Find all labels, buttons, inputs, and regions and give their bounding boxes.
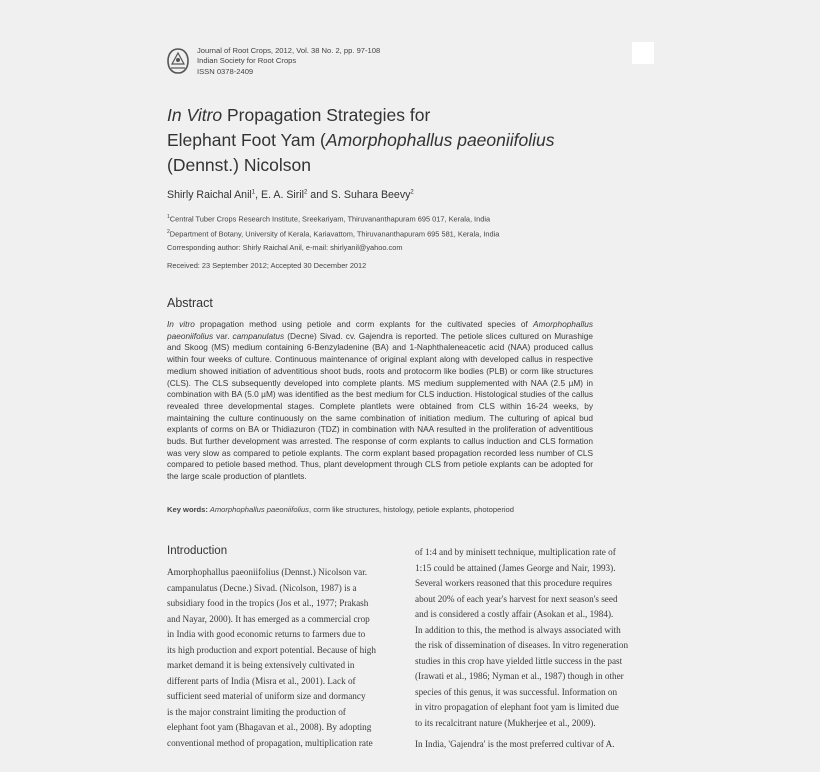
text-line: sufficient seed material of uniform size and dormancy [167,691,366,701]
keywords [167,505,514,514]
text-line: campanulatus (Decne.) Sivad. (Nicolson, 1987) is a [167,582,357,593]
text-line: subsidiary food in the tropics (Jos et al., 1977; Prakash [167,598,369,608]
corner-box [632,42,654,64]
abstract-italic-3: campanulatus [232,330,285,341]
abstract-italic-1: In vitro [167,319,195,329]
author-2: , E. A. Siril [255,189,305,201]
text-line: about 20% of each year's harvest for next season's seed [415,593,618,604]
text-line: is the major constraint limiting the production of [167,706,346,717]
keywords-rest: , corm like structures, histology, petiole explants, photoperiod [308,505,514,514]
corresponding-author: Corresponding author: Shirly Raichal Anil, e-mail: shirlyanil@yahoo.com [167,243,403,252]
affiliation-2-sup: 2 [167,229,170,235]
author-2-sup: 2 [304,189,308,196]
received-dates: Received: 23 September 2012; Accepted 30 December 2012 [167,261,367,270]
keywords-label: Key words: [167,505,208,514]
text-line: In addition to this, the method is always associated with [415,624,621,635]
text-line: 1:15 could be attained (James George and Nair, 1993). [415,562,616,573]
text-line: In India, 'Gajendra' is the most preferred cultivar of A. [415,739,615,749]
affiliation-1 [167,214,490,223]
abstract-text-1: propagation method using petiole and corm explants for the cultivated species of [194,319,534,329]
text-line: in vitro propagation of elephant foot yam is limited due [415,702,619,712]
text-line: and is considered a costly affair (Asokan et al., 1984). [415,609,614,619]
introduction-heading: Introduction [167,545,228,557]
text-line: different parts of India (Misra et al., 2001). Lack of [167,675,356,686]
abstract-italic-2: Amorphophallus paeoniifolius [167,319,593,341]
text-line: Amorphophallus paeoniifolius (Dennst.) Nicolson var. [167,567,368,577]
affiliation-1-sup: 1 [167,214,170,220]
author-1: Shirly Raichal Anil [167,189,252,201]
text-line: of 1:4 and by minisett technique, multiplication rate of [415,547,616,557]
journal-society: Indian Society for Root Crops [197,56,297,66]
affiliation-2 [167,229,499,238]
text-line: (Irawati et al., 1986; Nyman et al., 1987) though in other [415,671,624,681]
text-line: Several workers reasoned that this procedure requires [415,578,612,588]
intro-column-2 [415,545,651,753]
text-line: market demand it is being extensively cultivated in [167,660,355,670]
title-part-2: Elephant Foot Yam ( [167,130,326,150]
abstract-body [167,319,593,483]
abstract-text-2: var. [213,330,233,341]
affiliation-1-text: Central Tuber Crops Research Institute, Sreekariyam, Thiruvananthapuram 695 017, Kerala, India [169,214,491,224]
title-italic-species: Amorphophallus paeoniifolius [325,130,555,150]
text-line: studies in this crop have yielded little success in the past [415,655,623,666]
keywords-italic: Amorphophallus paeoniifolius [207,505,309,514]
title-part-1: Propagation Strategies for [222,105,431,125]
text-line: and Nayar, 2000). It has emerged as a commercial crop [167,613,370,624]
intro-column-1 [167,565,399,751]
text-line: the risk of dissemination of diseases. In vitro regeneration [415,640,629,650]
author-3: and S. Suhara Beevy [307,189,411,201]
affiliation-2-text: Department of Botany, University of Kerala, Kariavattom, Thiruvananthapuram 695 581, Kerala, India [169,229,500,239]
journal-info [197,46,380,77]
author-1-sup: 1 [251,189,256,196]
text-line: conventional method of propagation, multiplication rate [167,737,373,748]
title-italic-invitro: In Vitro [167,105,223,125]
society-seal-icon [167,48,189,74]
text-line: species of this genus, it was successful. Information on [415,686,618,697]
author-list [167,189,414,201]
text-line: in India with good economic returns to farmers due to [167,629,366,639]
title-part-3: (Dennst.) Nicolson [167,155,311,175]
text-line: to its recalcitrant nature (Mukherjee et al., 2009). [415,717,596,728]
text-line: its high production and export potential. Because of high [167,644,376,655]
journal-issn: ISSN 0378-2409 [197,66,254,76]
paper-title [167,103,687,178]
journal-citation: Journal of Root Crops, 2012, Vol. 38 No. 2, pp. 97-108 [197,46,381,55]
author-3-sup: 2 [410,189,414,196]
abstract-heading: Abstract [167,296,213,310]
text-line: elephant foot yam (Bhagavan et al., 2008). By adopting [167,722,372,732]
abstract-text-3: (Decne) Sivad. cv. Gajendra is reported. The petiole slices cultured on Murashige and Skoog (MS) medium containing 6-Benzyladenine (BA) and 1-Naphthaleneacetic acid (NAA) produced callus within four weeks of culture. Continuous maintenance of original explant along with developed callus in respective medium showed initiation of adventitious shoot buds, roots and protocorm like bodies (PLB) or corm like structures (CLS). The CLS subsequently developed into complete plants. MS medium supplemented with NAA (2.5 µM) in combination with BA (5.0 µM) was identified as the best medium for CLS induction. Histological studies of the callus revealed three developmental stages. Complete plantlets were obtained from CLS within 16-24 weeks, by maintaining the culture continuously on the same combination of initiation medium. The culturing of apical bud explants of corms on BA or Thidiazuron (TDZ) in combination with NAA resulted in the proliferation of adventitious buds. But further development was arrested. The response of corm explants to callus induction and CLS formation was very slow as compared to petiole explants. The corm explant based propagation recorded less number of CLS compared to petiole based method. Thus, plant development through CLS from petiole explants can be adopted for the large scale production of plantlets. [167,330,594,482]
